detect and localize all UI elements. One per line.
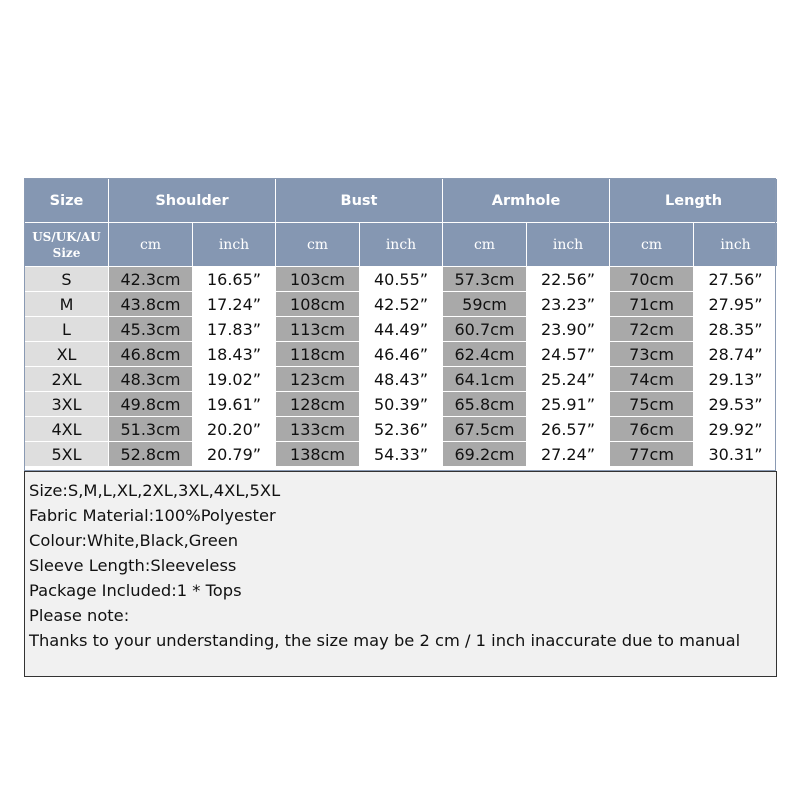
armhole-inch-cell: 23.23” — [527, 292, 610, 317]
bust-cm-cell: 138cm — [276, 442, 360, 467]
length-inch-cell: 27.56” — [694, 267, 778, 292]
size-cell: 2XL — [25, 367, 109, 392]
length-cm-cell: 71cm — [610, 292, 694, 317]
shoulder-cm-cell: 48.3cm — [109, 367, 193, 392]
bust-inch-cell: 48.43” — [360, 367, 443, 392]
armhole-cm-cell: 67.5cm — [443, 417, 527, 442]
bust-cm-cell: 113cm — [276, 317, 360, 342]
shoulder-cm-cell: 51.3cm — [109, 417, 193, 442]
bust-cm-cell: 128cm — [276, 392, 360, 417]
note-sizes: Size:S,M,L,XL,2XL,3XL,4XL,5XL — [29, 481, 281, 500]
shoulder-cm-cell: 45.3cm — [109, 317, 193, 342]
unit-inch: inch — [360, 223, 443, 267]
col-bust: Bust — [276, 179, 443, 223]
length-inch-cell: 30.31” — [694, 442, 778, 467]
shoulder-cm-cell: 52.8cm — [109, 442, 193, 467]
bust-inch-cell: 40.55” — [360, 267, 443, 292]
shoulder-inch-cell: 18.43” — [193, 342, 276, 367]
size-region-line2: Size — [52, 245, 81, 260]
col-length: Length — [610, 179, 778, 223]
length-cm-cell: 77cm — [610, 442, 694, 467]
size-cell: M — [25, 292, 109, 317]
armhole-cm-cell: 60.7cm — [443, 317, 527, 342]
length-inch-cell: 28.35” — [694, 317, 778, 342]
table-row — [25, 392, 778, 417]
size-cell: 4XL — [25, 417, 109, 442]
armhole-inch-cell: 22.56” — [527, 267, 610, 292]
bust-inch-cell: 50.39” — [360, 392, 443, 417]
shoulder-inch-cell: 17.24” — [193, 292, 276, 317]
length-cm-cell: 76cm — [610, 417, 694, 442]
bust-inch-cell: 54.33” — [360, 442, 443, 467]
length-inch-cell: 28.74” — [694, 342, 778, 367]
armhole-cm-cell: 59cm — [443, 292, 527, 317]
armhole-cm-cell: 62.4cm — [443, 342, 527, 367]
col-armhole: Armhole — [443, 179, 610, 223]
size-cell: 5XL — [25, 442, 109, 467]
bust-cm-cell: 118cm — [276, 342, 360, 367]
table-subheader-row — [25, 223, 778, 267]
armhole-cm-cell: 57.3cm — [443, 267, 527, 292]
unit-cm: cm — [610, 223, 694, 267]
table-row — [25, 417, 778, 442]
length-cm-cell: 70cm — [610, 267, 694, 292]
length-inch-cell: 27.95” — [694, 292, 778, 317]
size-cell: L — [25, 317, 109, 342]
size-region-line1: US/UK/AU — [32, 229, 101, 244]
col-shoulder: Shoulder — [109, 179, 276, 223]
shoulder-inch-cell: 17.83” — [193, 317, 276, 342]
note-colour: Colour:White,Black,Green — [29, 531, 239, 550]
armhole-inch-cell: 26.57” — [527, 417, 610, 442]
bust-cm-cell: 108cm — [276, 292, 360, 317]
size-cell: XL — [25, 342, 109, 367]
armhole-inch-cell: 25.91” — [527, 392, 610, 417]
unit-inch: inch — [694, 223, 778, 267]
bust-inch-cell: 52.36” — [360, 417, 443, 442]
size-cell: S — [25, 267, 109, 292]
armhole-cm-cell: 64.1cm — [443, 367, 527, 392]
length-cm-cell: 73cm — [610, 342, 694, 367]
note-fabric: Fabric Material:100%Polyester — [29, 506, 276, 525]
col-size: Size — [25, 179, 109, 223]
table-row — [25, 367, 778, 392]
unit-inch: inch — [527, 223, 610, 267]
bust-cm-cell: 133cm — [276, 417, 360, 442]
table-header-row — [25, 179, 778, 223]
unit-cm: cm — [443, 223, 527, 267]
armhole-cm-cell: 69.2cm — [443, 442, 527, 467]
note-package: Package Included:1 * Tops — [29, 581, 242, 600]
table-row — [25, 317, 778, 342]
shoulder-cm-cell: 43.8cm — [109, 292, 193, 317]
table-row — [25, 267, 778, 292]
armhole-inch-cell: 24.57” — [527, 342, 610, 367]
shoulder-cm-cell: 46.8cm — [109, 342, 193, 367]
table-row — [25, 342, 778, 367]
note-sleeve: Sleeve Length:Sleeveless — [29, 556, 237, 575]
unit-cm: cm — [109, 223, 193, 267]
length-cm-cell: 75cm — [610, 392, 694, 417]
bust-inch-cell: 42.52” — [360, 292, 443, 317]
table-row — [25, 442, 778, 467]
shoulder-inch-cell: 20.20” — [193, 417, 276, 442]
shoulder-cm-cell: 49.8cm — [109, 392, 193, 417]
bust-inch-cell: 44.49” — [360, 317, 443, 342]
unit-inch: inch — [193, 223, 276, 267]
armhole-inch-cell: 27.24” — [527, 442, 610, 467]
armhole-inch-cell: 25.24” — [527, 367, 610, 392]
shoulder-inch-cell: 19.61” — [193, 392, 276, 417]
length-inch-cell: 29.53” — [694, 392, 778, 417]
bust-inch-cell: 46.46” — [360, 342, 443, 367]
size-chart-header — [0, 120, 800, 180]
size-table — [24, 178, 778, 467]
shoulder-inch-cell: 19.02” — [193, 367, 276, 392]
length-cm-cell: 72cm — [610, 317, 694, 342]
product-notes — [24, 471, 777, 677]
length-inch-cell: 29.92” — [694, 417, 778, 442]
shoulder-inch-cell: 16.65” — [193, 267, 276, 292]
size-cell: 3XL — [25, 392, 109, 417]
shoulder-cm-cell: 42.3cm — [109, 267, 193, 292]
armhole-inch-cell: 23.90” — [527, 317, 610, 342]
armhole-cm-cell: 65.8cm — [443, 392, 527, 417]
length-cm-cell: 74cm — [610, 367, 694, 392]
shoulder-inch-cell: 20.79” — [193, 442, 276, 467]
size-region-label — [25, 223, 109, 267]
note-disclaimer: Thanks to your understanding, the size may be 2 cm / 1 inch inaccurate due to manual — [29, 631, 741, 650]
length-inch-cell: 29.13” — [694, 367, 778, 392]
unit-cm: cm — [276, 223, 360, 267]
bust-cm-cell: 103cm — [276, 267, 360, 292]
bust-cm-cell: 123cm — [276, 367, 360, 392]
table-row — [25, 292, 778, 317]
note-please-note: Please note: — [29, 606, 130, 625]
